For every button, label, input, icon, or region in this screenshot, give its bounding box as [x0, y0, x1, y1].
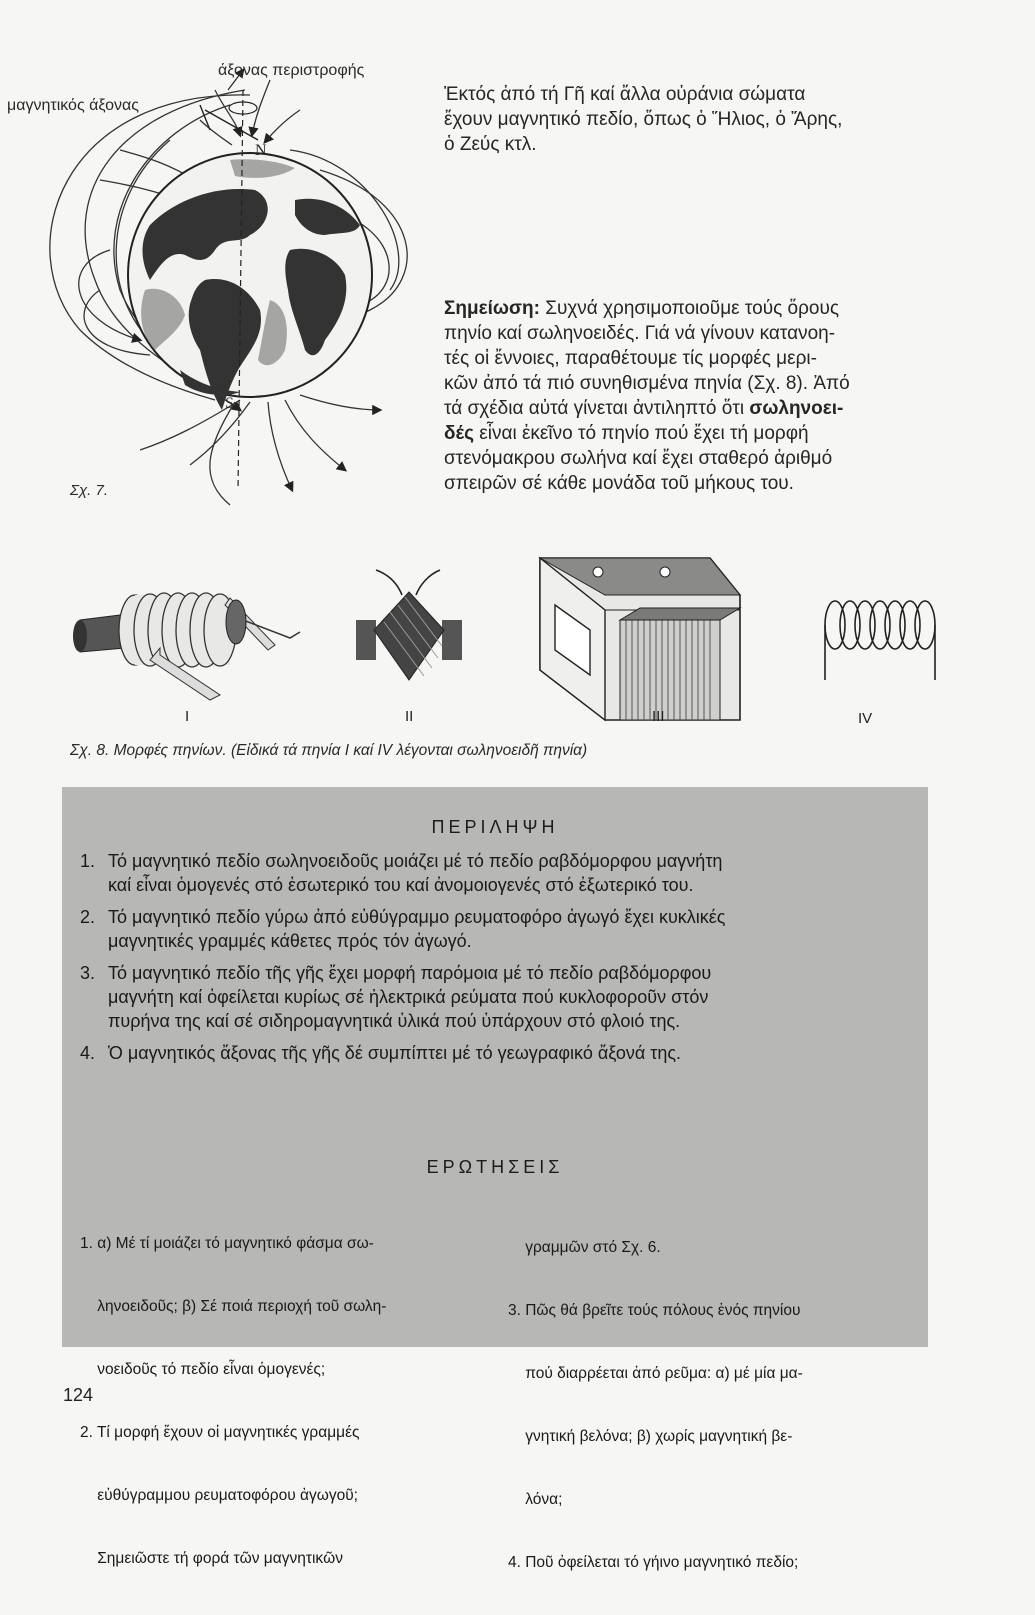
- note-line: Συχνά χρησιμοποιοῦμε τούς ὅρους: [539, 298, 840, 319]
- question-line: γραμμῶν στό Σχ. 6.: [508, 1239, 661, 1256]
- note-line: σπειρῶν σέ κάθε μονάδα τοῦ μήκους του.: [444, 473, 794, 494]
- question-line: πού διαρρέεται ἀπό ρεῦμα: α) μέ μία μα-: [508, 1365, 803, 1382]
- item-text: μαγνητικές γραμμές κάθετες πρός τόν ἀγωγό.: [108, 931, 472, 951]
- note-line: πηνίο καί σωληνοειδές. Γιά νά γίνουν κατανοη-: [444, 323, 836, 344]
- question-line: 1. α) Μέ τί μοιάζει τό μαγνητικό φάσμα σω-: [80, 1235, 374, 1252]
- item-number: 2.: [80, 907, 96, 927]
- figure-8: [60, 550, 960, 740]
- note-line: τά σχέδια αὐτά γίνεται ἀντιληπτό ὅτι: [444, 398, 750, 419]
- note-line: κῶν ἀπό τά πιό συνηθισμένα πηνία (Σχ. 8). Ἀπό: [444, 373, 850, 394]
- solenoid-term: δές: [444, 423, 474, 444]
- north-pole-label: N: [255, 142, 267, 159]
- intro-line: ὁ Ζεύς κτλ.: [444, 134, 537, 155]
- note-line: τές οἱ ἔννοιες, παραθέτουμε τίς μορφές μερι-: [444, 348, 817, 369]
- note-line: στενόμακρου σωλήνα καί ἔχει σταθερό ἀριθμό: [444, 448, 833, 469]
- question-line: Σημειῶστε τή φορά τῶν μαγνητικῶν: [80, 1550, 343, 1567]
- item-number: 4.: [80, 1043, 96, 1063]
- figure-7: [0, 50, 430, 510]
- coil-iv-drawing: [825, 601, 935, 680]
- coil-label-iii: III: [652, 708, 665, 725]
- figure-7-caption: Σχ. 7.: [70, 482, 109, 499]
- item-text: μαγνήτη καί ὀφείλεται κυρίως σέ ἠλεκτρικά ρεύματα πού κυκλοφοροῦν στόν: [108, 987, 709, 1007]
- question-line: γνητική βελόνα; β) χωρίς μαγνητική βε-: [508, 1428, 793, 1445]
- question-line: 3. Πῶς θά βρεῖτε τούς πόλους ἑνός πηνίου: [508, 1302, 801, 1319]
- rotation-axis-label: άξονας περιστροφής: [218, 62, 365, 79]
- intro-paragraph: [444, 82, 969, 157]
- note-paragraph: [444, 296, 969, 496]
- item-text: πυρήνα της καί σέ σιδηρομαγνητικά ὑλικά πού ὑπάρχουν στό φλοιό της.: [108, 1011, 681, 1031]
- coil-ii-drawing: [356, 570, 462, 680]
- south-pole-label: S: [225, 395, 234, 412]
- intro-line: ἔχουν μαγνητικό πεδίο, ὅπως ὁ Ἥλιος, ὁ Ἄρης,: [444, 109, 843, 130]
- summary-title: ΠΕΡΙΛΗΨΗ: [431, 817, 559, 837]
- questions-title: ΕΡΩΤΗΣΕΙΣ: [426, 1157, 564, 1177]
- intro-line: Ἐκτός ἀπό τή Γῆ καί ἄλλα οὐράνια σώματα: [444, 84, 806, 105]
- item-text: Τό μαγνητικό πεδίο γύρω ἀπό εὐθύγραμμο ρευματοφόρο ἀγωγό ἔχει κυκλικές: [108, 907, 726, 927]
- summary-item-3: [80, 961, 920, 1033]
- coil-label-ii: II: [405, 708, 414, 725]
- question-line: 2. Τί μορφή ἔχουν οἱ μαγνητικές γραμμές: [80, 1424, 360, 1441]
- coil-i-drawing: [73, 593, 300, 700]
- question-line: νοειδοῦς τό πεδίο εἶναι ὁμογενές;: [80, 1361, 326, 1378]
- magnetic-axis-label: μαγνητικός άξονας: [7, 97, 139, 114]
- page-number: 124: [63, 1385, 94, 1405]
- summary-item-4: [80, 1041, 920, 1065]
- question-line: εὐθύγραμμου ρευματοφόρου ἀγωγοῦ;: [80, 1487, 358, 1504]
- summary-item-1: [80, 849, 920, 897]
- item-text: καί εἶναι ὁμογενές στό ἐσωτερικό του καί ἀνομοιογενές στό ἐξωτερικό του.: [108, 875, 694, 895]
- solenoid-term: σωληνοει-: [749, 398, 844, 419]
- questions-left-column: [80, 1191, 500, 1611]
- item-text: Τό μαγνητικό πεδίο τῆς γῆς ἔχει μορφή παρόμοια μέ τό πεδίο ραβδόμορφου: [108, 963, 712, 983]
- summary-item-2: [80, 905, 920, 953]
- item-number: 3.: [80, 963, 96, 983]
- question-line: 4. Ποῦ ὀφείλεται τό γήινο μαγνητικό πεδίο;: [508, 1554, 799, 1571]
- question-line: λόνα;: [508, 1491, 563, 1508]
- figure-8-caption: Σχ. 8. Μορφές πηνίων. (Εἰδικά τά πηνία I καί IV λέγονται σωληνοειδῆ πηνία): [70, 742, 588, 759]
- item-text: Τό μαγνητικό πεδίο σωληνοειδοῦς μοιάζει μέ τό πεδίο ραβδόμορφου μαγνήτη: [108, 851, 723, 871]
- earth-magnetic-field-diagram: [0, 50, 430, 510]
- question-line: ληνοειδοῦς; β) Σέ ποιά περιοχή τοῦ σωλη-: [80, 1298, 387, 1315]
- note-line: εἶναι ἐκεῖνο τό πηνίο πού ἔχει τή μορφή: [473, 423, 809, 444]
- item-number: 1.: [80, 851, 96, 871]
- item-text: Ὁ μαγνητικός ἄξονας τῆς γῆς δέ συμπίπτει μέ τό γεωγραφικό ἄξονά της.: [108, 1043, 682, 1063]
- coil-shapes-diagram: [60, 550, 960, 740]
- coil-label-i: I: [185, 708, 190, 725]
- coil-label-iv: IV: [858, 710, 873, 727]
- note-label: Σημείωση:: [444, 298, 540, 319]
- coil-iii-drawing: [540, 558, 740, 720]
- questions-right-column: [508, 1195, 918, 1615]
